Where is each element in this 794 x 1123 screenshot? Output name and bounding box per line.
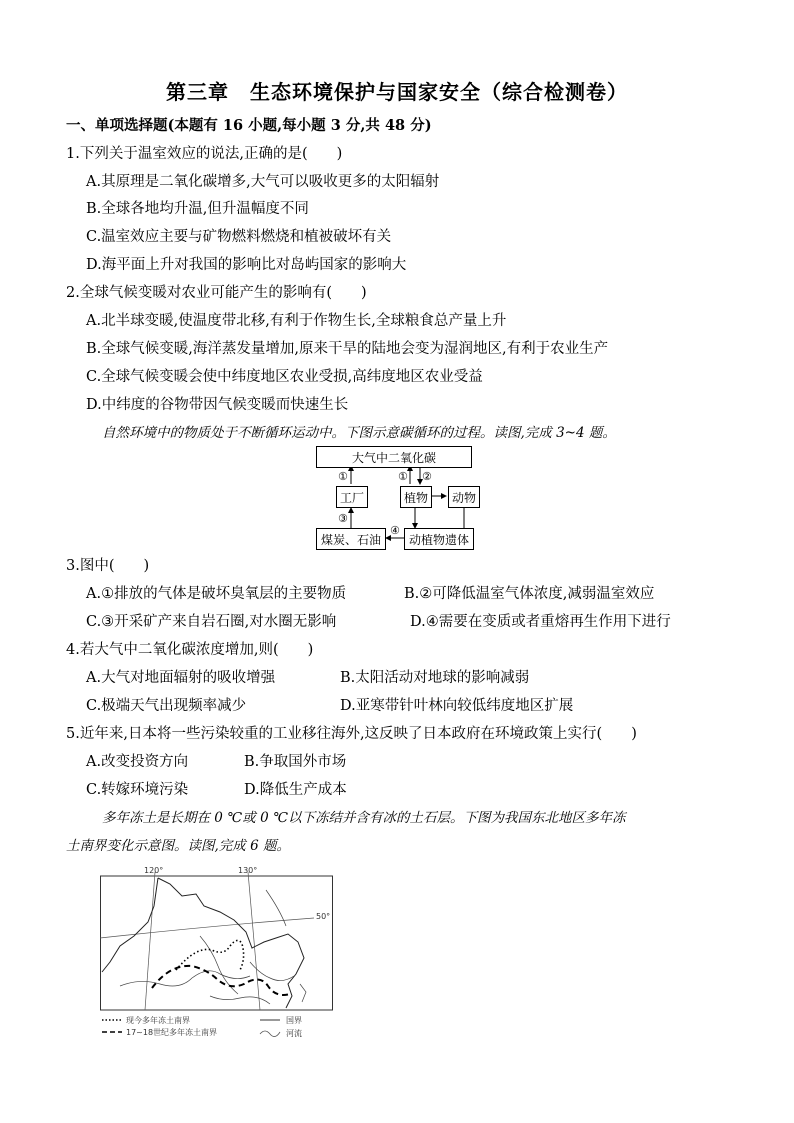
question-1-stem: 1.下列关于温室效应的说法,正确的是( ) bbox=[66, 146, 343, 162]
question-2-stem: 2.全球气候变暖对农业可能产生的影响有( ) bbox=[66, 285, 367, 301]
question-5-option-d: D.降低生产成本 bbox=[244, 782, 347, 798]
question-1-option-a: A.其原理是二氧化碳增多,大气可以吸收更多的太阳辐射 bbox=[86, 174, 440, 190]
label-1-plant: ① bbox=[398, 470, 408, 483]
question-3-option-d: D.④需要在变质或者重熔再生作用下进行 bbox=[410, 614, 671, 630]
question-5-option-a: A.改变投资方向 bbox=[86, 754, 189, 770]
legend-river: 河流 bbox=[286, 1029, 302, 1038]
legend-current-boundary: 现今多年冻土南界 bbox=[126, 1016, 190, 1025]
question-3-option-c: C.③开采矿产来自岩石圈,对水圈无影响 bbox=[86, 614, 337, 630]
remains-box: 动植物遗体 bbox=[404, 528, 474, 550]
question-4-option-d: D.亚寒带针叶林向较低纬度地区扩展 bbox=[340, 698, 574, 714]
question-2-option-a: A.北半球变暖,使温度带北移,有利于作物生长,全球粮食总产量上升 bbox=[86, 313, 507, 329]
label-4: ④ bbox=[390, 524, 400, 537]
question-2-option-c: C.全球气候变暖会使中纬度地区农业受损,高纬度地区农业受益 bbox=[86, 369, 483, 385]
question-4-stem: 4.若大气中二氧化碳浓度增加,则( ) bbox=[66, 642, 314, 658]
label-2: ② bbox=[422, 470, 432, 483]
question-3-stem: 3.图中( ) bbox=[66, 558, 150, 574]
carbon-cycle-diagram bbox=[316, 446, 476, 550]
page-title: 第三章 生态环境保护与国家安全（综合检测卷） bbox=[166, 80, 628, 104]
section-heading: 一、单项选择题(本题有 16 小题,每小题 3 分,共 48 分) bbox=[66, 117, 432, 134]
question-4-option-b: B.太阳活动对地球的影响减弱 bbox=[340, 670, 530, 686]
legend-past-boundary: 17~18世纪多年冻土南界 bbox=[126, 1028, 218, 1037]
question-5-option-c: C.转嫁环境污染 bbox=[86, 782, 189, 798]
longitude-120-label: 120° bbox=[144, 866, 164, 875]
factory-box: 工厂 bbox=[336, 486, 368, 508]
label-3: ③ bbox=[338, 512, 348, 525]
label-1-factory: ① bbox=[338, 470, 348, 483]
intro-questions-3-4: 自然环境中的物质处于不断循环运动中。下图示意碳循环的过程。读图,完成 3~4 题。 bbox=[102, 425, 616, 441]
question-4-option-c: C.极端天气出现频率减少 bbox=[86, 698, 247, 714]
latitude-50-label: 50° bbox=[316, 912, 331, 921]
question-2-option-d: D.中纬度的谷物带因气候变暖而快速生长 bbox=[86, 397, 349, 413]
question-4-option-a: A.大气对地面辐射的吸收增强 bbox=[86, 670, 276, 686]
intro-question-6-line-2: 土南界变化示意图。读图,完成 6 题。 bbox=[66, 838, 290, 854]
question-1-option-d: D.海平面上升对我国的影响比对岛屿国家的影响大 bbox=[86, 257, 407, 273]
atmosphere-co2-box: 大气中二氧化碳 bbox=[316, 446, 472, 468]
question-3-option-a: A.①排放的气体是破坏臭氧层的主要物质 bbox=[86, 586, 347, 602]
longitude-130-label: 130° bbox=[238, 866, 258, 875]
question-5-stem: 5.近年来,日本将一些污染较重的工业移往海外,这反映了日本政府在环境政策上实行( ) bbox=[66, 726, 637, 742]
coal-oil-box: 煤炭、石油 bbox=[316, 528, 386, 550]
permafrost-map bbox=[100, 866, 418, 1048]
question-1-option-c: C.温室效应主要与矿物燃料燃烧和植被破坏有关 bbox=[86, 229, 392, 245]
animal-box: 动物 bbox=[448, 486, 480, 508]
question-2-option-b: B.全球气候变暖,海洋蒸发量增加,原来干旱的陆地会变为湿润地区,有利于农业生产 bbox=[86, 341, 609, 357]
legend-national-border: 国界 bbox=[286, 1016, 302, 1025]
plant-box: 植物 bbox=[400, 486, 432, 508]
question-3-option-b: B.②可降低温室气体浓度,减弱温室效应 bbox=[404, 586, 655, 602]
question-5-option-b: B.争取国外市场 bbox=[244, 754, 347, 770]
intro-question-6-line-1: 多年冻土是长期在 0 ℃或 0 ℃以下冻结并含有冰的土石层。下图为我国东北地区多年冻 bbox=[102, 810, 626, 826]
question-1-option-b: B.全球各地均升温,但升温幅度不同 bbox=[86, 201, 309, 217]
